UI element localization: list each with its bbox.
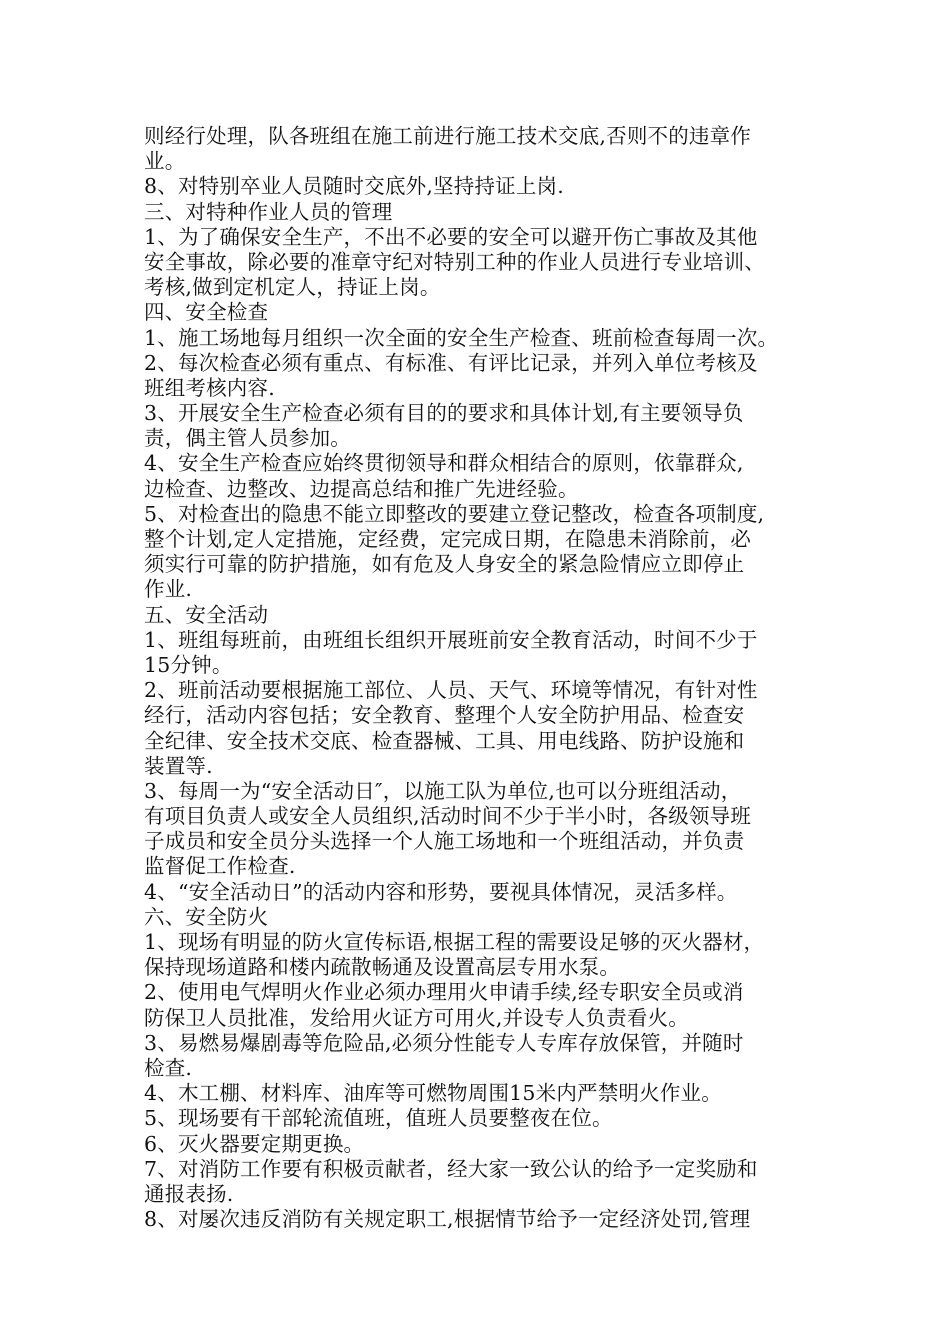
text-line: 2、每次检查必须有重点、有标准、有评比记录，并列入单位考核及 — [144, 350, 758, 375]
text-line: 4、“安全活动日”的活动内容和形势，要视具体情况，灵活多样。 — [144, 879, 738, 904]
text-line: 三、对特种作业人员的管理 — [144, 199, 393, 224]
text-line: 防保卫人员批准，发给用火证方可用火,并设专人负责看火。 — [144, 1005, 689, 1030]
text-line: 15分钟。 — [144, 652, 233, 677]
text-line: 有项目负责人或安全人员组织,活动时间不少于半小时，各级领导班 — [144, 804, 752, 829]
text-line: 四、安全检查 — [144, 300, 269, 325]
text-line: 2、班前活动要根据施工部位、人员、天气、环境等情况，有针对性 — [144, 678, 758, 703]
text-line: 1、现场有明显的防火宣传标语,根据工程的需要设足够的灭火器材， — [144, 930, 765, 954]
text-line: 监督促工作检查. — [144, 854, 296, 879]
text-line: 业。 — [144, 149, 186, 174]
text-line: 边检查、边整改、边提高总结和推广先进经验。 — [144, 476, 579, 501]
text-line: 6、灭火器要定期更换。 — [144, 1131, 365, 1156]
text-line: 安全事故，除必要的准章守纪对特别工种的作业人员进行专业培训、 — [144, 249, 765, 274]
text-line: 1、班组每班前，由班组长组织开展班前安全教育活动，时间不少于 — [144, 627, 758, 652]
text-line: 7、对消防工作要有积极贡献者，经大家一致公认的给予一定奖励和 — [144, 1156, 758, 1181]
text-line: 则经行处理，队各班组在施工前进行施工技术交底,否则不的违章作 — [144, 124, 752, 148]
text-line: 3、每周一为“安全活动日″，以施工队为单位,也可以分班组活动， — [144, 778, 742, 803]
text-line: 保持现场道路和楼内疏散畅通及设置高层专用水泵。 — [144, 955, 621, 980]
text-line: 五、安全活动 — [144, 602, 269, 627]
text-line: 作业. — [144, 577, 193, 602]
text-line: 装置等. — [144, 753, 213, 778]
text-line: 六、安全防火 — [144, 904, 269, 929]
text-line: 3、开展安全生产检查必须有目的的要求和具体计划,有主要领导负 — [144, 401, 744, 426]
text-line: 2、使用电气焊明火作业必须办理用火申请手续,经专职安全员或消 — [144, 980, 744, 1005]
text-line: 责，偶主管人员参加。 — [144, 426, 351, 451]
text-line: 子成员和安全员分头选择一个人施工场地和一个班组活动，并负责 — [144, 829, 745, 854]
text-line: 1、施工场地每月组织一次全面的安全生产检查、班前检查每周一次。 — [144, 325, 779, 350]
text-line: 5、对检查出的隐患不能立即整改的要建立登记整改，检查各项制度, — [144, 501, 765, 526]
text-line: 班组考核内容. — [144, 375, 275, 400]
text-line: 须实行可靠的防护措施，如有危及人身安全的紧急险情应立即停止 — [144, 552, 745, 577]
text-line: 4、木工棚、材料库、油库等可燃物周围15米内严禁明火作业。 — [144, 1081, 722, 1106]
text-line: 5、现场要有干部轮流值班，值班人员要整夜在位。 — [144, 1106, 613, 1131]
text-line: 经行，活动内容包括；安全教育、整理个人安全防护用品、检查安 — [144, 703, 745, 728]
text-line: 4、安全生产检查应始终贯彻领导和群众相结合的原则，依靠群众, — [144, 451, 744, 476]
text-line: 通报表扬. — [144, 1181, 234, 1206]
text-line: 3、易燃易爆剧毒等危险品,必须分性能专人专库存放保管，并随时 — [144, 1030, 744, 1055]
text-line: 考核,做到定机定人，持证上岗。 — [144, 275, 441, 300]
text-line: 检查. — [144, 1055, 193, 1080]
document-body — [144, 124, 824, 1232]
text-line: 整个计划,定人定措施，定经费，定完成日期，在隐患未消除前，必 — [144, 527, 752, 551]
text-line: 8、对屡次违反消防有关规定职工,根据情节给予一定经济处罚,管理 — [144, 1207, 751, 1232]
text-line: 全纪律、安全技术交底、检查器械、工具、用电线路、防护设施和 — [144, 728, 745, 753]
text-line: 8、对特别卒业人员随时交底外,坚持持证上岗. — [144, 174, 564, 199]
text-line: 1、为了确保安全生产，不出不必要的安全可以避开伤亡事故及其他 — [144, 224, 758, 249]
